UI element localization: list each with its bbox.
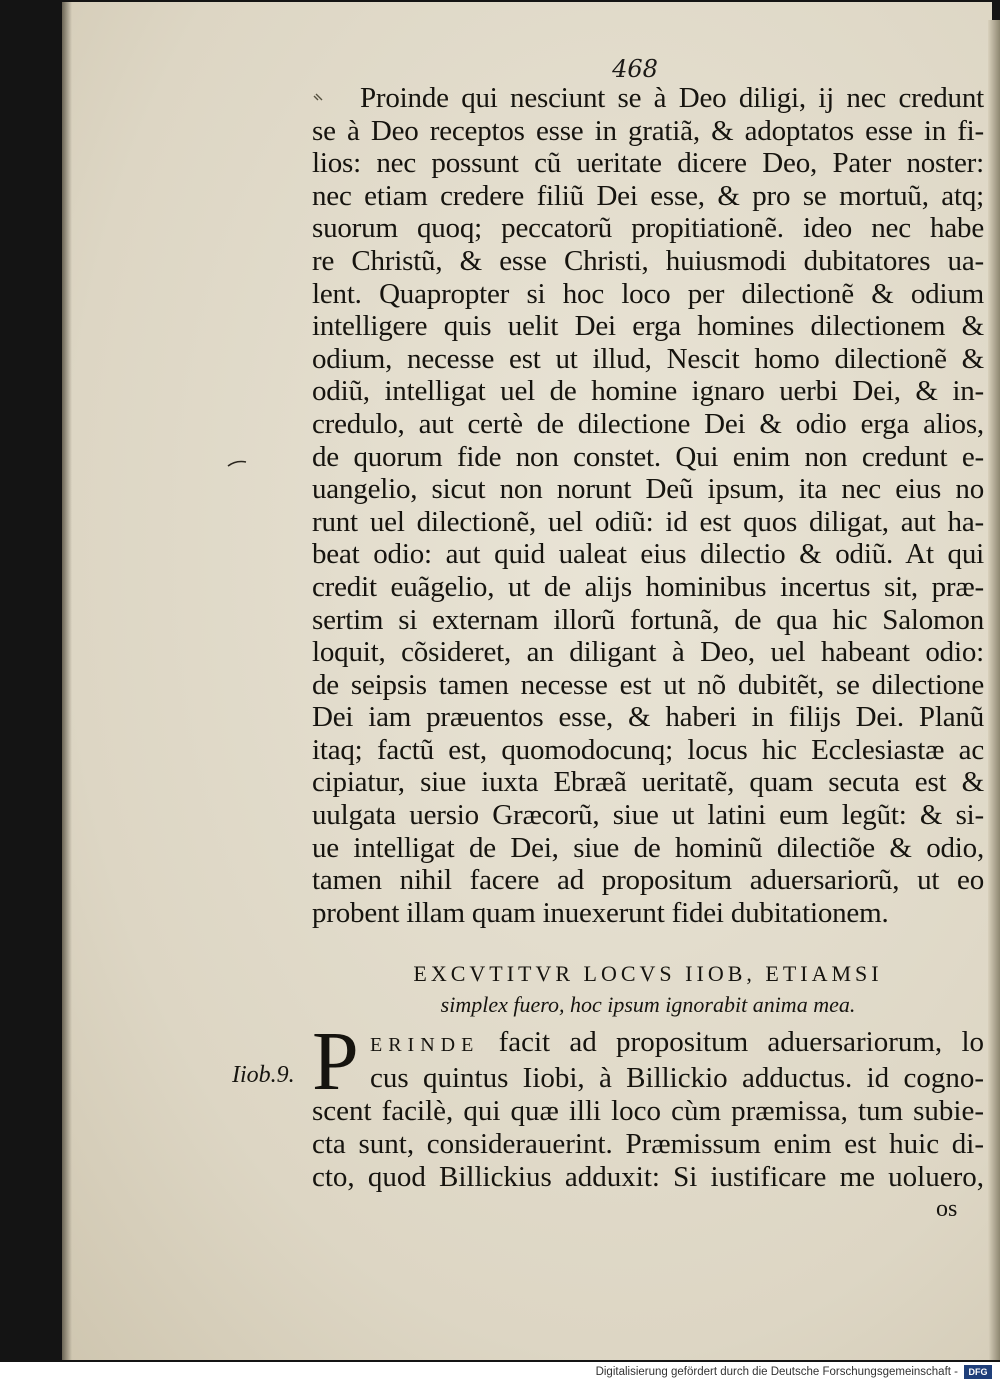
- text-line: sertim si externam illorũ fortunã, de qua hic Salomon: [312, 603, 984, 636]
- dfg-logo: DFG: [964, 1365, 992, 1379]
- text-line: lent. Quapropter si hoc loco per dilectionẽ & odium: [312, 277, 984, 310]
- main-text-block: [312, 82, 984, 929]
- margin-reference: Iiob.9.: [232, 1062, 295, 1088]
- section-heading: [312, 958, 984, 1020]
- gutter-shadow: [62, 2, 72, 1360]
- text-line: uulgata uersio Græcorũ, siue ut latini eum legũt: & si-: [312, 799, 984, 832]
- text-line: beat odio: aut quid ualeat eius dilectio & odiũ. At qui: [312, 538, 984, 571]
- text-line: credulo, aut certè de dilectione Dei & odio erga alios,: [312, 407, 984, 440]
- text-line: uangelio, sicut non norunt Deũ ipsum, ita nec eius no: [312, 473, 984, 506]
- funding-credit: Digitalisierung gefördert durch die Deutsche Forschungsgemeinschaft -: [595, 1366, 958, 1378]
- text-line: runt uel dilectionẽ, uel odiũ: id est quos diligat, aut ha-: [312, 505, 984, 538]
- small-caps-word: ERINDE: [370, 1034, 480, 1056]
- text-line: de seipsis tamen necesse est ut nõ dubitẽt, se dilectione: [312, 668, 984, 701]
- text-line: scent facilè, qui quæ illi loco cùm præmissa, tum subie-: [312, 1095, 984, 1127]
- footer-bar: [0, 1362, 1000, 1385]
- section-text-block: [312, 1026, 984, 1194]
- drop-cap: P: [312, 1015, 359, 1108]
- text-run: facit ad propositum aduersariorum, lo: [479, 1026, 984, 1058]
- text-line: [312, 1026, 984, 1062]
- text-line: credit euãgelio, ut de alijs hominibus incertus sit, præ-: [312, 570, 984, 603]
- text-line: probent illam quam inuexerunt fidei dubitationem.: [312, 896, 889, 929]
- text-line: Proinde qui nesciunt se à Deo diligi, ij nec credunt: [360, 82, 984, 114]
- text-line: se à Deo receptos esse in gratiã, & adoptatos esse in fi-: [312, 114, 984, 147]
- text-line: odium, necesse est ut illud, Nescit homo dilectionẽ &: [312, 342, 984, 375]
- text-line: lios: nec possunt cũ ueritate dicere Deo, Pater noster:: [312, 147, 984, 180]
- text-line: tamen nihil facere ad propositum aduersariorũ, ut eo: [312, 864, 984, 897]
- heading-title: EXCVTITVR LOCVS IIOB, ETIAMSI: [413, 961, 883, 986]
- text-line: ue intelligat de Dei, siue de hominũ dilectiõe & odio,: [312, 831, 984, 864]
- text-line: cus quintus Iiobi, à Billickio adductus. id cogno-: [370, 1062, 984, 1094]
- page-number: 468: [612, 55, 658, 83]
- text-line: cipiatur, siue iuxta Ebræã ueritatẽ, quam secuta est &: [312, 766, 984, 799]
- text-line: de quorum fide non constet. Qui enim non credunt e-: [312, 440, 984, 473]
- heading-subtitle: simplex fuero, hoc ipsum ignorabit anima mea.: [440, 992, 856, 1017]
- text-line: re Christũ, & esse Christi, huiusmodi dubitatores ua-: [312, 244, 984, 277]
- text-line: nec etiam credere filiũ Dei esse, & pro se mortuũ, atq;: [312, 179, 984, 212]
- text-line: cta sunt, considerauerint. Præmissum enim est huic di-: [312, 1128, 984, 1160]
- text-line: intelligere quis uelit Dei erga homines dilectionem &: [312, 310, 984, 343]
- page-edge: [988, 20, 1000, 1360]
- text-line: suorum quoq; peccatorũ propitiationẽ. ideo nec habe: [312, 212, 984, 245]
- text-line: loquit, cõsideret, an diligant à Deo, uel habeant odio:: [312, 636, 984, 669]
- text-line: odiũ, intelligat uel de homine ignaro uerbi Dei, & in-: [312, 375, 984, 408]
- catchword: os: [936, 1196, 958, 1222]
- text-line: cto, quod Billickius adduxit: Si iustificare me uoluero,: [312, 1161, 984, 1193]
- margin-tick-icon: [226, 456, 248, 470]
- text-line: itaq; factũ est, quomodocunq; locus hic Ecclesiastæ ac: [312, 733, 984, 766]
- text-line: Dei iam præuentos esse, & haberi in filijs Dei. Planũ: [312, 701, 984, 734]
